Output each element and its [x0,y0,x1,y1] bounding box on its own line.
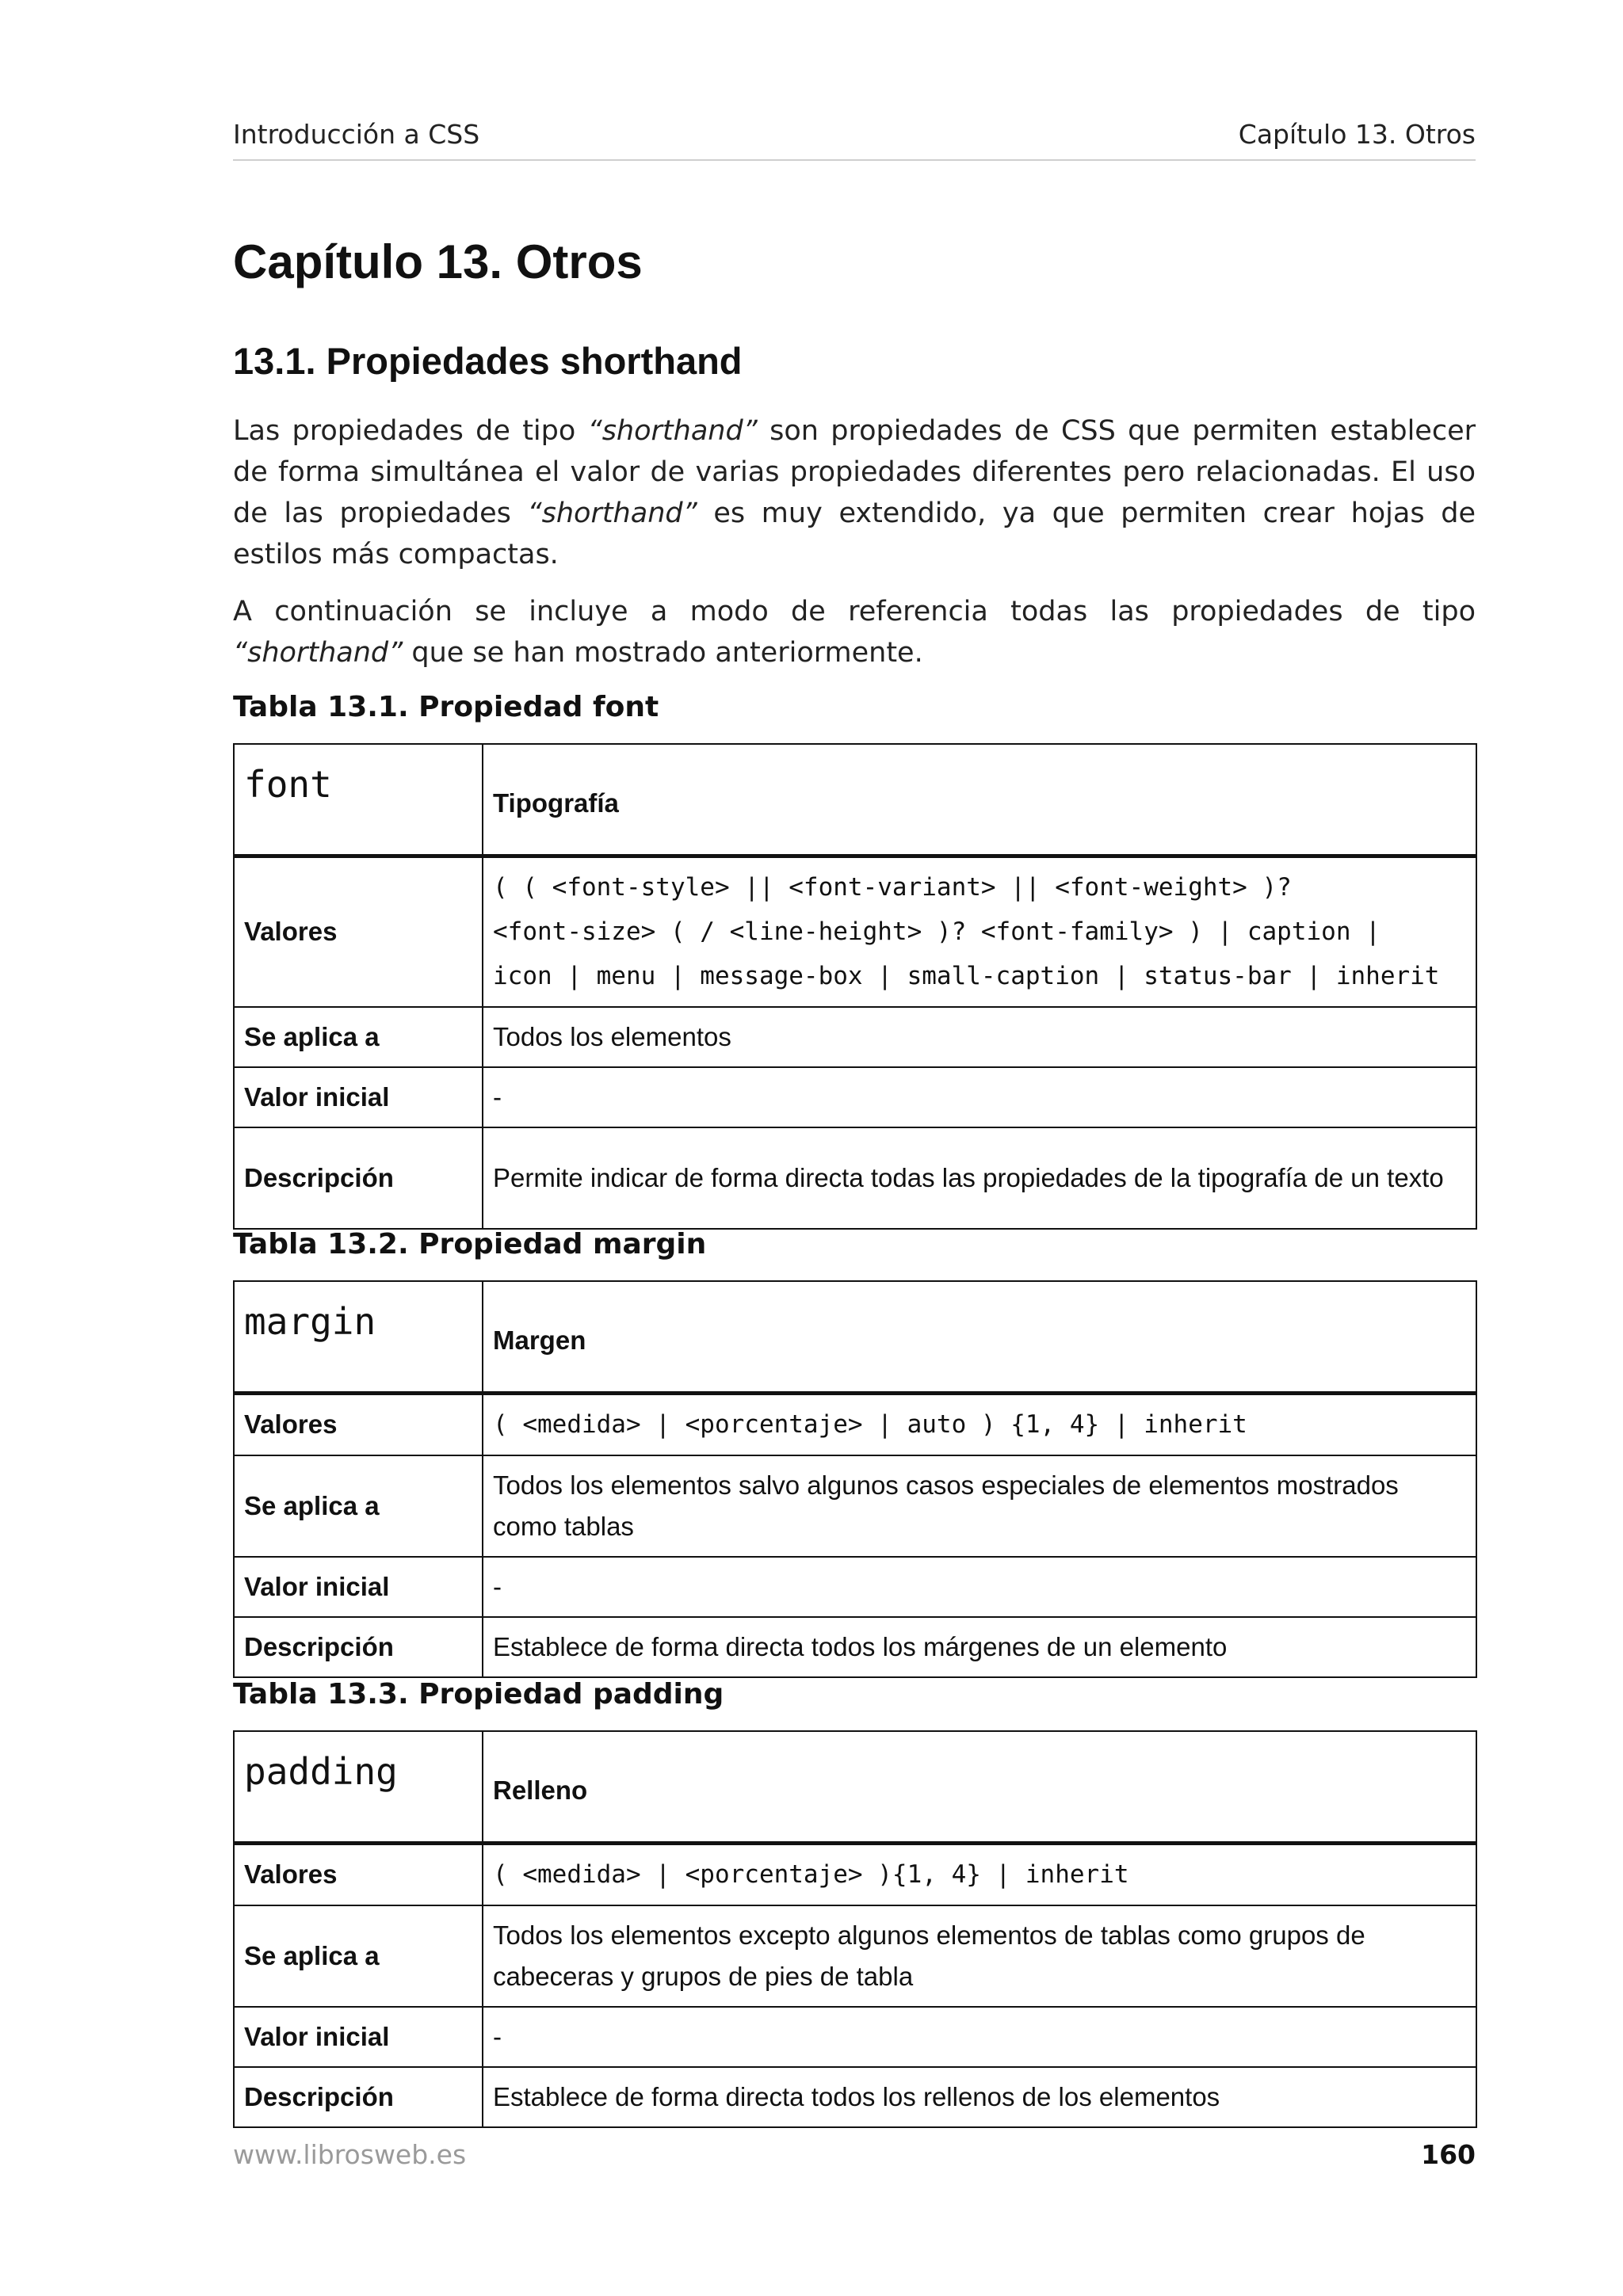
header-chapter: Capítulo 13. Otros [1238,119,1476,150]
table-row-descripcion [234,1617,1476,1677]
chapter-title: Capítulo 13. Otros [233,235,643,288]
section-title: 13.1. Propiedades shorthand [233,340,743,382]
p2-text-a: A continuación se incluye a modo de referencia todas las propiedades de tipo [233,596,1476,627]
table-row-valores [234,1844,1476,1905]
row-value: Permite indicar de forma directa todas las propiedades de la tipografía de un texto [483,1127,1476,1229]
p2-emphasis: “shorthand” [233,637,403,669]
table-header-row [234,1281,1476,1394]
table-row-aplica [234,1007,1476,1067]
row-value: Todos los elementos [483,1007,1476,1067]
row-value: Establece de forma directa todos los márgenes de un elemento [483,1617,1476,1677]
row-value: ( <medida> | <porcentaje> | auto ) {1, 4} | inherit [483,1394,1476,1455]
p1-text-b: son propiedades de CSS que permiten establecer de forma simultánea el valor de varias propiedades diferentes pero relacionadas. El uso de las propiedades [233,415,1476,529]
row-label: Descripción [234,1127,483,1229]
row-value: - [483,2007,1476,2067]
row-value: ( <medida> | <porcentaje> ){1, 4} | inherit [483,1844,1476,1905]
table-row-valores [234,1394,1476,1455]
footer-url: www.librosweb.es [233,2139,467,2170]
p1-text-c: es muy extendido, ya que permiten crear hojas de estilos más compactas. [233,498,1476,570]
p1-emphasis-1: “shorthand” [587,415,758,447]
table-caption-margin: Tabla 13.2. Propiedad margin [233,1228,707,1261]
table-row-valores [234,856,1476,1007]
table-row-inicial [234,1557,1476,1617]
table-row-descripcion [234,2067,1476,2127]
row-label: Descripción [234,1617,483,1677]
table-header-row [234,744,1476,856]
page-footer [233,2139,1476,2170]
row-label: Valores [234,1394,483,1455]
page-number: 160 [1421,2139,1476,2170]
table-row-aplica [234,1905,1476,2007]
row-value: Todos los elementos excepto algunos elementos de tablas como grupos de cabeceras y grupos de pies de tabla [483,1905,1476,2007]
row-value: - [483,1557,1476,1617]
row-label: Valor inicial [234,1067,483,1127]
property-table-font [233,743,1477,1230]
row-value: - [483,1067,1476,1127]
row-label: Se aplica a [234,1905,483,2007]
header-book-title: Introducción a CSS [233,119,480,150]
intro-paragraph-1 [233,410,1476,575]
property-table-padding [233,1730,1477,2128]
property-table-margin [233,1280,1477,1678]
property-title: Margen [483,1281,1476,1394]
row-value: Todos los elementos salvo algunos casos especiales de elementos mostrados como tablas [483,1455,1476,1557]
row-label: Valor inicial [234,1557,483,1617]
p2-text-b: que se han mostrado anteriormente. [403,637,923,669]
table-row-inicial [234,2007,1476,2067]
property-name: padding [234,1731,483,1844]
p1-emphasis-2: “shorthand” [527,498,697,529]
table-row-inicial [234,1067,1476,1127]
intro-paragraph-2 [233,591,1476,673]
valores-line: icon | menu | message-box | small-caption | status-bar | inherit [493,962,1440,991]
property-title: Tipografía [483,744,1476,856]
property-title: Relleno [483,1731,1476,1844]
row-label: Valores [234,856,483,1007]
row-label: Descripción [234,2067,483,2127]
row-label: Se aplica a [234,1455,483,1557]
table-caption-padding: Tabla 13.3. Propiedad padding [233,1678,724,1711]
table-header-row [234,1731,1476,1844]
row-label: Valor inicial [234,2007,483,2067]
property-name: font [234,744,483,856]
row-label: Se aplica a [234,1007,483,1067]
running-header [233,119,1476,161]
valores-line: ( ( <font-style> || <font-variant> || <font-weight> )? [493,873,1292,902]
row-label: Valores [234,1844,483,1905]
table-row-descripcion [234,1127,1476,1229]
row-value [483,856,1476,1007]
valores-line: <font-size> ( / <line-height> )? <font-family> ) | caption | [493,917,1381,947]
property-name: margin [234,1281,483,1394]
table-row-aplica [234,1455,1476,1557]
p1-text-a: Las propiedades de tipo [233,415,588,447]
row-value: Establece de forma directa todos los rellenos de los elementos [483,2067,1476,2127]
table-caption-font: Tabla 13.1. Propiedad font [233,691,659,723]
